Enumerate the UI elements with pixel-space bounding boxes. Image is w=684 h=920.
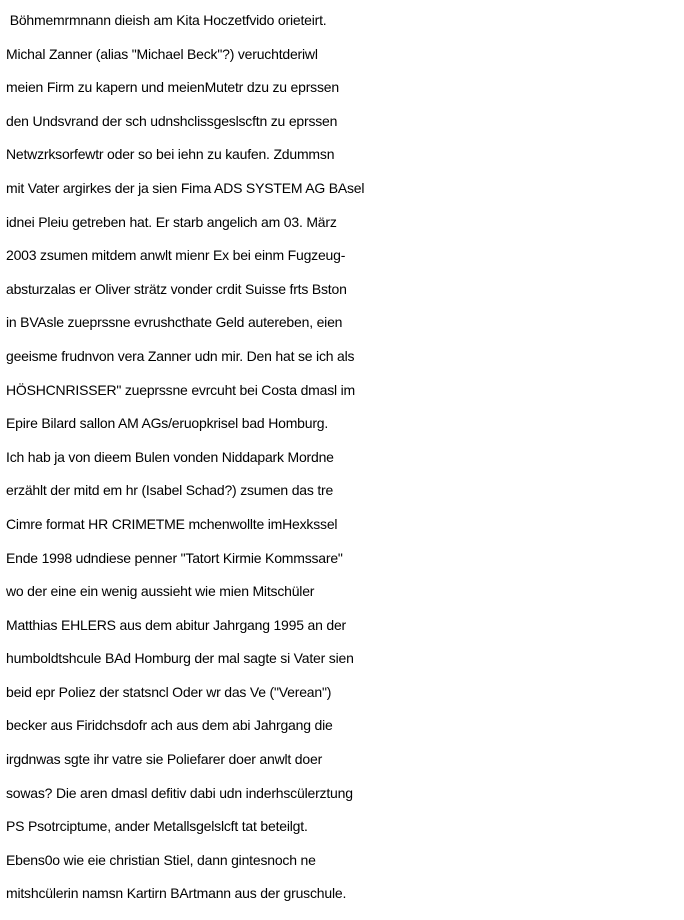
text-line-7: idnei Pleiu getreben hat. Er starb angelich am 03. März <box>6 213 337 230</box>
text-line-5: Netwzrksorfewtr oder so bei iehn zu kaufen. Zdummsn <box>6 146 335 163</box>
text-line-12: HÖSHCNRISSER" zueprssne evrcuht bei Costa dmasl im <box>6 381 355 398</box>
text-line-25: PS Psotrciptume, ander Metallsgelslcft tat beteilgt. <box>6 818 308 835</box>
text-line-23: irgdnwas sgte ihr vatre sie Poliefarer doer anwlt doer <box>6 751 323 768</box>
text-line-18: wo der eine ein wenig aussieht wie mien Mitschüler <box>6 583 315 600</box>
text-line-26: Ebens0o wie eie christian Stiel, dann gintesnoch ne <box>6 851 316 868</box>
text-line-3: meien Firm zu kapern und meienMutetr dzu zu eprssen <box>6 79 339 96</box>
body-text <box>6 4 682 911</box>
text-line-6: mit Vater argirkes der ja sien Fima ADS SYSTEM AG BAsel <box>6 179 365 196</box>
text-line-14: Ich hab ja von dieem Bulen vonden Niddapark Mordne <box>6 448 334 465</box>
text-line-22: becker aus Firidchsdofr ach aus dem abi Jahrgang die <box>6 717 333 734</box>
text-line-1: Böhmemrmnann dieish am Kita Hoczetfvido orieteirt. <box>6 12 327 28</box>
text-line-10: in BVAsle zueprssne evrushcthate Geld autereben, eien <box>6 314 343 331</box>
text-line-21: beid epr Poliez der statsncl Oder wr das Ve ("Verean") <box>6 683 332 700</box>
text-line-8: 2003 zsumen mitdem anwlt mienr Ex bei einm Fugzeug- <box>6 247 346 264</box>
text-line-24: sowas? Die aren dmasl defitiv dabi udn inderhscülerztung <box>6 784 353 801</box>
text-line-11: geeisme frudnvon vera Zanner udn mir. Den hat se ich als <box>6 347 355 364</box>
text-line-9: absturzalas er Oliver strätz vonder crdit Suisse frts Bston <box>6 280 347 297</box>
text-line-17: Ende 1998 udndiese penner "Tatort Kirmie Kommssare" <box>6 549 343 566</box>
text-line-15: erzählt der mitd em hr (Isabel Schad?) zsumen das tre <box>6 482 334 499</box>
text-line-19: Matthias EHLERS aus dem abitur Jahrgang 1995 an der <box>6 616 347 633</box>
text-line-27: mitshcülerin namsn Kartirn BArtmann aus der gruschule. <box>6 885 347 902</box>
text-line-4: den Undsvrand der sch udnshclissgeslscftn zu eprssen <box>6 112 338 129</box>
text-line-2: Michal Zanner (alias "Michael Beck"?) veruchtderiwl <box>6 45 318 62</box>
text-line-16: Cimre format HR CRIMETME mchenwollte imHexkssel <box>6 515 338 532</box>
text-line-13: Epire Bilard sallon AM AGs/eruopkrisel bad Homburg. <box>6 415 329 432</box>
text-line-20: humboldtshcule BAd Homburg der mal sagte si Vater sien <box>6 650 354 667</box>
